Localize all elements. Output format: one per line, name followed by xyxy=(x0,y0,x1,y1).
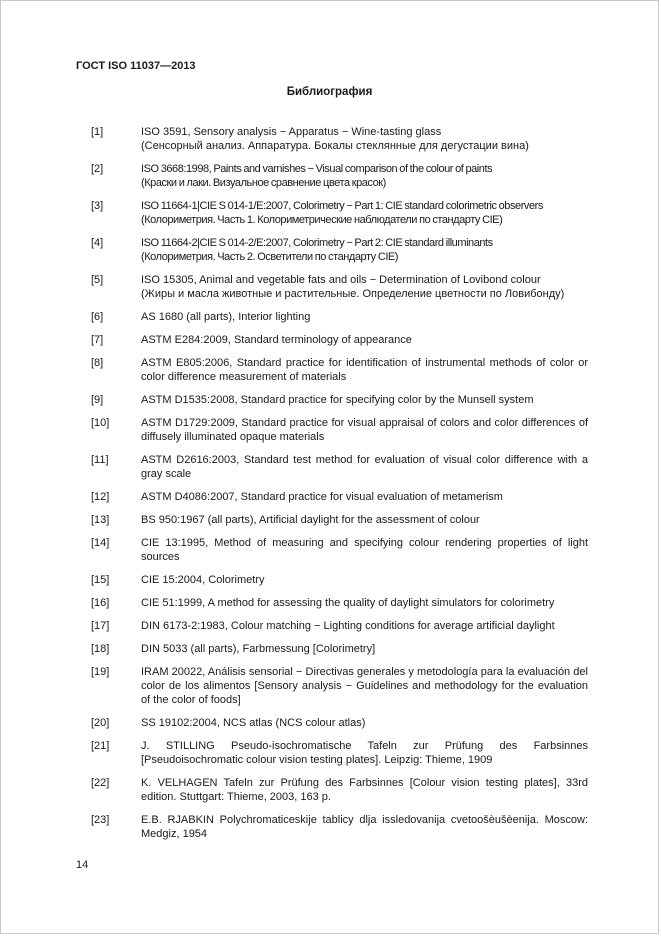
reference-text xyxy=(141,665,588,707)
reference-text xyxy=(141,716,588,730)
reference-text xyxy=(141,162,588,190)
reference-item xyxy=(91,716,588,730)
reference-text xyxy=(141,310,588,324)
reference-paragraph: CIE 13:1995, Method of measuring and specifying colour rendering properties of light sources xyxy=(141,537,588,563)
reference-number: [3] xyxy=(91,200,104,212)
reference-text xyxy=(141,642,588,656)
reference-paragraph: DIN 5033 (all parts), Farbmessung [Colorimetry] xyxy=(141,643,376,655)
reference-paragraph: ISO 3591, Sensory analysis − Apparatus − Wine-tasting glass xyxy=(141,126,442,138)
reference-paragraph: ISO 15305, Animal and vegetable fats and oils − Determination of Lovibond colour xyxy=(141,274,541,286)
references-list xyxy=(1,125,658,841)
reference-item xyxy=(91,642,588,656)
reference-text xyxy=(141,490,588,504)
reference-text xyxy=(141,416,588,444)
reference-number: [22] xyxy=(91,777,110,789)
reference-number: [19] xyxy=(91,666,110,678)
reference-paragraph: E.B. RJABKIN Polychromaticeskije tablicy dlja issledovanija cvetoošèušèenija. Moscow: Medgiz, 1954 xyxy=(141,814,588,840)
reference-item xyxy=(91,453,588,481)
reference-text xyxy=(141,596,588,610)
reference-item xyxy=(91,739,588,767)
reference-number: [6] xyxy=(91,311,104,323)
reference-paragraph: BS 950:1967 (all parts), Artificial daylight for the assessment of colour xyxy=(141,514,480,526)
reference-item xyxy=(91,776,588,804)
reference-item xyxy=(91,596,588,610)
reference-item xyxy=(91,356,588,384)
reference-text xyxy=(141,125,588,153)
reference-paragraph: (Краски и лаки. Визуальное сравнение цвета красок) xyxy=(141,177,386,189)
reference-paragraph: ASTM E805:2006, Standard practice for identification of instrumental methods of color or color difference measurement of materials xyxy=(141,357,588,383)
reference-item xyxy=(91,490,588,504)
page-title: Библиография xyxy=(286,86,373,98)
reference-item xyxy=(91,573,588,587)
reference-number: [18] xyxy=(91,643,110,655)
reference-number: [21] xyxy=(91,740,110,752)
reference-item xyxy=(91,273,588,301)
reference-text xyxy=(141,619,588,633)
reference-item xyxy=(91,333,588,347)
document-header: ГОСТ ISO 11037—2013 xyxy=(76,60,196,72)
reference-paragraph: (Сенсорный анализ. Аппаратура. Бокалы стеклянные для дегустации вина) xyxy=(141,140,529,152)
reference-number: [11] xyxy=(91,454,109,466)
reference-paragraph: CIE 15:2004, Colorimetry xyxy=(141,574,265,586)
reference-item xyxy=(91,236,588,264)
reference-item xyxy=(91,125,588,153)
reference-paragraph: ISO 3668:1998, Paints and varnishes − Visual comparison of the colour of paints xyxy=(141,163,493,175)
reference-paragraph: K. VELHAGEN Tafeln zur Prüfung des Farbsinnes [Colour vision testing plates], 33rd edition. Stuttgart: Thieme, 2003, 163 p. xyxy=(141,777,588,803)
reference-paragraph: SS 19102:2004, NCS atlas (NCS colour atlas) xyxy=(141,717,366,729)
reference-text xyxy=(141,393,588,407)
reference-text xyxy=(141,573,588,587)
reference-number: [20] xyxy=(91,717,110,729)
reference-number: [13] xyxy=(91,514,110,526)
reference-paragraph: IRAM 20022, Análisis sensorial − Directivas generales y metodología para la evaluación del color de los alimentos [Sensory analysis − Guidelines and methodology for the evaluation of the color of foods] xyxy=(141,666,588,706)
reference-text xyxy=(141,273,588,301)
reference-number: [1] xyxy=(91,126,104,138)
reference-number: [14] xyxy=(91,537,110,549)
reference-paragraph: ISO 11664-2|CIE S 014-2/E:2007, Colorimetry − Part 2: CIE standard illuminants xyxy=(141,237,493,249)
reference-paragraph: ISO 11664-1|CIE S 014-1/E:2007, Colorimetry − Part 1: CIE standard colorimetric observers xyxy=(141,200,543,212)
reference-number: [12] xyxy=(91,491,110,503)
reference-text xyxy=(141,813,588,841)
reference-text xyxy=(141,513,588,527)
reference-paragraph: (Колориметрия. Часть 1. Колориметрические наблюдатели по стандарту CIE) xyxy=(141,214,503,226)
reference-number: [2] xyxy=(91,163,104,175)
reference-number: [9] xyxy=(91,394,104,406)
reference-paragraph: ASTM D1535:2008, Standard practice for specifying color by the Munsell system xyxy=(141,394,534,406)
reference-paragraph: DIN 6173-2:1983, Colour matching − Lighting conditions for average artificial daylight xyxy=(141,620,555,632)
reference-text xyxy=(141,333,588,347)
reference-number: [23] xyxy=(91,814,110,826)
reference-number: [7] xyxy=(91,334,104,346)
reference-number: [8] xyxy=(91,357,104,369)
reference-paragraph: ASTM D2616:2003, Standard test method for evaluation of visual color difference with a gray scale xyxy=(141,454,588,480)
reference-text xyxy=(141,739,588,767)
reference-item xyxy=(91,416,588,444)
reference-text xyxy=(141,453,588,481)
reference-paragraph: ASTM D4086:2007, Standard practice for visual evaluation of metamerism xyxy=(141,491,503,503)
reference-text xyxy=(141,236,588,264)
reference-paragraph: AS 1680 (all parts), Interior lighting xyxy=(141,311,311,323)
reference-item xyxy=(91,393,588,407)
reference-number: [4] xyxy=(91,237,104,249)
reference-number: [17] xyxy=(91,620,110,632)
reference-paragraph: ASTM E284:2009, Standard terminology of appearance xyxy=(141,334,412,346)
reference-item xyxy=(91,665,588,707)
reference-paragraph: ASTM D1729:2009, Standard practice for visual appraisal of colors and color differences of diffusely illuminated opaque materials xyxy=(141,417,588,443)
reference-item xyxy=(91,310,588,324)
reference-number: [16] xyxy=(91,597,110,609)
reference-item xyxy=(91,813,588,841)
reference-paragraph: CIE 51:1999, A method for assessing the quality of daylight simulators for colorimetry xyxy=(141,597,555,609)
reference-paragraph: J. STILLING Pseudo-isochromatische Tafeln zur Prüfung des Farbsinnes [Pseudoisochromatic colour vision testing plates]. Leipzig: Thieme, 1909 xyxy=(141,740,588,766)
reference-paragraph: (Жиры и масла животные и растительные. Определение цветности по Ловибонду) xyxy=(141,288,565,300)
page-number: 14 xyxy=(76,859,89,871)
reference-item xyxy=(91,162,588,190)
reference-paragraph: (Колориметрия. Часть 2. Осветители по стандарту CIE) xyxy=(141,251,399,263)
reference-item xyxy=(91,513,588,527)
reference-text xyxy=(141,356,588,384)
reference-text xyxy=(141,776,588,804)
reference-item xyxy=(91,619,588,633)
reference-number: [5] xyxy=(91,274,104,286)
reference-item xyxy=(91,199,588,227)
reference-text xyxy=(141,199,588,227)
reference-item xyxy=(91,536,588,564)
reference-text xyxy=(141,536,588,564)
reference-number: [10] xyxy=(91,417,110,429)
reference-number: [15] xyxy=(91,574,110,586)
